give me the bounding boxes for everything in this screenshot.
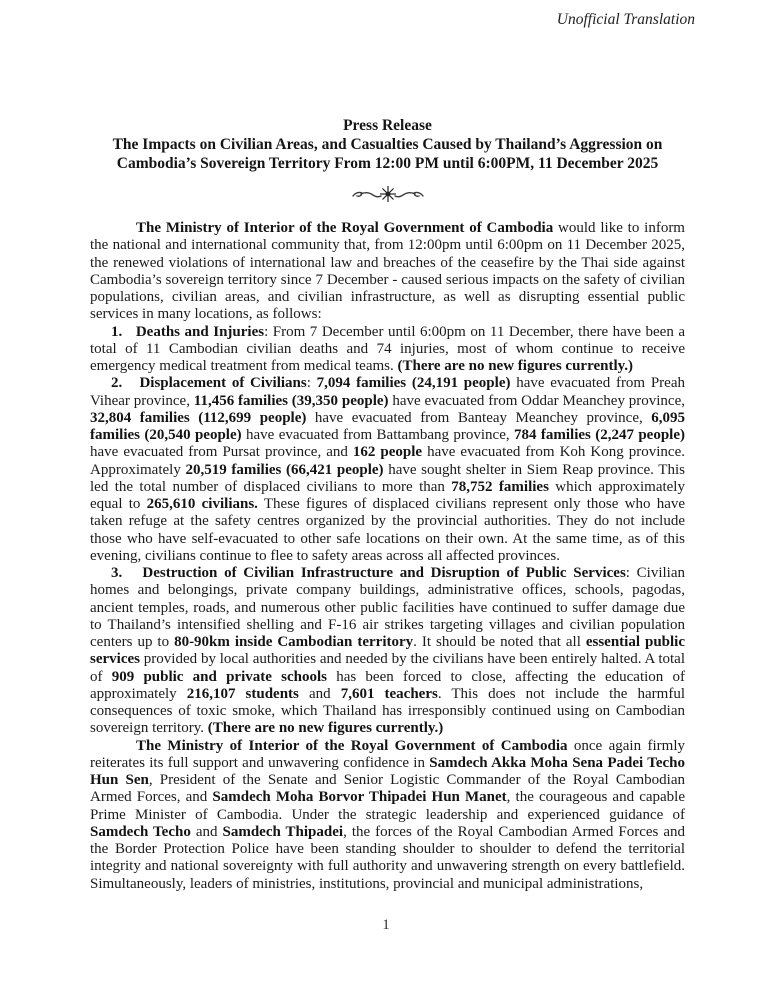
document-title	[90, 116, 685, 173]
title-line-press-release: Press Release	[343, 117, 432, 134]
item-1-deaths-and-injuries: 1. Deaths and Injuries: From 7 December until 6:00pm on 11 December, there have been a total of 11 Cambodian civilian deaths and 74 injuries, most of whom continue to receive emergency medical treatment from medical teams. (There are no new figures currently.)	[90, 323, 686, 374]
ornament-divider	[90, 185, 685, 205]
floral-divider-icon	[351, 185, 425, 203]
page-number: 1	[382, 917, 390, 933]
item-2-displacement-of-civilians: 2. Displacement of Civilians: 7,094 families (24,191 people) have evacuated from Preah Vihear province, 11,456 families (39,350 people) have evacuated from Oddar Meanchey province, 32,804 families (112,699 people) have evacuated from Banteay Meanchey province, 6,095 families (20,540 people) have evacuated from Battambang province, 784 families (2,247 people) have evacuated from Pursat province, and 162 people have evacuated from Koh Kong province. Approximately 20,519 families (66,421 people) have sought shelter in Siem Reap province. This led the total number of displaced civilians to more than 78,752 families which approximately equal to 265,610 civilians. These figures of displaced civilians represent only those who have taken refuge at the safety centres organized by the provincial authorities. They do not include those who have self-evacuated to other safe locations on their own. At the same time, as of this evening, civilians continue to flee to safety areas across all affected provinces.	[90, 375, 686, 564]
intro-paragraph: The Ministry of Interior of the Royal Government of Cambodia would like to inform the national and international community that, from 12:00pm until 6:00pm on 11 December 2025, the renewed violations of international law and breaches of the ceasefire by the Thai side against Cambodia’s sovereign territory since 7 December - caused serious impacts on the safety of civilian populations, civilian areas, and civilian infrastructure, as well as disrupting essential public services in many locations, as follows:	[90, 220, 685, 323]
translation-note: Unofficial Translation	[556, 11, 695, 28]
document-content	[90, 116, 685, 893]
title-line-territory: Cambodia’s Sovereign Territory From 12:00 PM until 6:00PM, 11 December 2025	[116, 155, 659, 172]
title-line-impacts: The Impacts on Civilian Areas, and Casualties Caused by Thailand’s Aggression on	[112, 136, 663, 153]
item-3-destruction-of-infrastructure: 3. Destruction of Civilian Infrastructure and Disruption of Public Services: Civilian homes and belongings, private company buildings, administrative offices, schools, pagodas, ancient temples, roads, and numerous other public facilities have continued to suffer damage due to Thailand’s intensified shelling and F-16 air strikes targeting villages and civilian population centers up to 80-90km inside Cambodian territory. It should be noted that all essential public services provided by local authorities and needed by the civilians have been entirely halted. A total of 909 public and private schools has been forced to close, affecting the education of approximately 216,107 students and 7,601 teachers. This does not include the harmful consequences of toxic smoke, which Thailand has irresponsibly continued using on Cambodian sovereign territory. (There are no new figures currently.)	[90, 565, 686, 737]
document-body	[90, 220, 685, 893]
closing-paragraph: The Ministry of Interior of the Royal Government of Cambodia once again firmly reiterates its full support and unwavering confidence in Samdech Akka Moha Sena Padei Techo Hun Sen, President of the Senate and Senior Logistic Commander of the Royal Cambodian Armed Forces, and Samdech Moha Borvor Thipadei Hun Manet, the courageous and capable Prime Minister of Cambodia. Under the strategic leadership and experienced guidance of Samdech Techo and Samdech Thipadei, the forces of the Royal Cambodian Armed Forces and the Border Protection Police have been standing shoulder to shoulder to defend the territorial integrity and national sovereignty with full authority and unwavering strength on every battlefield. Simultaneously, leaders of ministries, institutions, provincial and municipal administrations,	[90, 737, 685, 892]
